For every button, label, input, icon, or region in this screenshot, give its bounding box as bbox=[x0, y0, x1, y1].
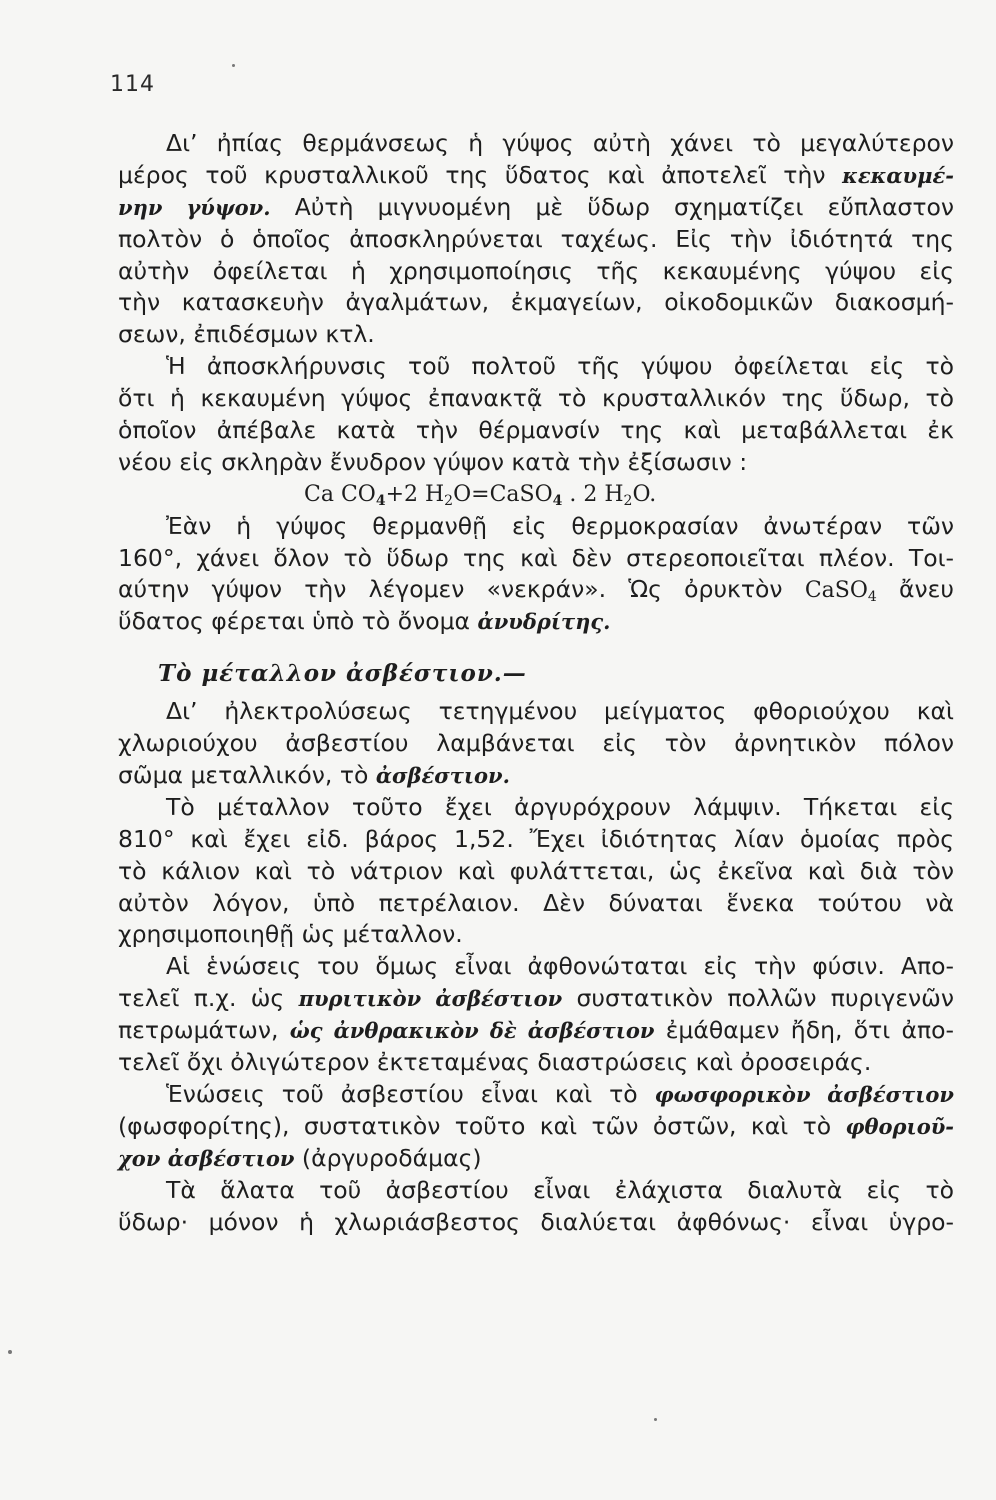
chemical-equation: Ca $CO_4+2$ $H_2O=CaSO_4$ . 2 $H_2O$. bbox=[304, 481, 657, 509]
text-line: νην γύψον. Αὐτὴ μιγνυομένη μὲ ὕδωρ σχηματίζει εὔπλαστον bbox=[118, 192, 954, 221]
emphasis-term: χον ἀσβέστιον bbox=[118, 1145, 295, 1171]
paragraph-compounds bbox=[118, 951, 954, 1079]
emphasis-term: κεκαυμέ- bbox=[842, 162, 954, 188]
page-text bbox=[118, 128, 954, 1238]
section-heading: Τὸ μέταλλον ἀσβέστιον.— bbox=[158, 660, 527, 688]
text-line: Ἑνώσεις τοῦ ἀσβεστίου εἶναι καὶ τὸ φωσφορικὸν ἀσβέστιον bbox=[166, 1079, 954, 1108]
text-line: ὁποῖον ἀπέβαλε κατὰ τὴν θέρμανσίν της καὶ μεταβάλλεται ἐκ bbox=[118, 416, 954, 445]
text-line: Ἐὰν ἡ γύψος θερμανθῇ εἰς θερμοκρασίαν ἀνωτέραν τῶν bbox=[166, 511, 954, 540]
paragraph-dead-plaster bbox=[118, 511, 954, 639]
text-line: ὕδατος φέρεται ὑπὸ τὸ ὄνομα ἀνυδρίτης. bbox=[118, 607, 611, 636]
text-line: μέρος τοῦ κρυσταλλικοῦ της ὕδατος καὶ ἀποτελεῖ τὴν κεκαυμέ- bbox=[118, 160, 954, 189]
text-line: πολτὸν ὁ ὁποῖος ἀποσκληρύνεται ταχέως. Εἰς τὴν ἰδιότητά της bbox=[118, 224, 954, 253]
text-line: σῶμα μεταλλικόν, τὸ ἀσβέστιον. bbox=[118, 761, 510, 790]
scan-speck bbox=[654, 1418, 657, 1421]
emphasis-term: πυριτικὸν ἀσβέστιον bbox=[298, 986, 563, 1012]
emphasis-term: νην γύψον. bbox=[118, 194, 271, 220]
paragraph-plaster-heating bbox=[118, 128, 954, 351]
text-line: 810° καὶ ἔχει εἰδ. βάρος 1,52. Ἔχει ἰδιότητας λίαν ὁμοίας πρὸς bbox=[118, 824, 954, 853]
text-line: αύτην γύψον τὴν λέγομεν «νεκράν». Ὡς ὀρυκτὸν CaSO4 ἄνευ bbox=[118, 575, 954, 606]
text-line: Τὸ μέταλλον τοῦτο ἔχει ἀργυρόχρουν λάμψιν. Τήκεται εἰς bbox=[166, 792, 954, 821]
emphasis-term: ἀνυδρίτης. bbox=[477, 609, 611, 635]
emphasis-term: ὡς ἀνθρακικὸν δὲ ἀσβέστιον bbox=[289, 1018, 655, 1044]
text-line: τελεῖ π.χ. ὡς πυριτικὸν ἀσβέστιον συστατικὸν πολλῶν πυριγενῶν bbox=[118, 984, 954, 1013]
paragraph-phosphate bbox=[118, 1079, 954, 1175]
scan-speck bbox=[232, 64, 235, 67]
paragraph-electrolysis bbox=[118, 696, 954, 792]
text-line: αὐτὸν λόγον, ὑπὸ πετρέλαιον. Δὲν δύναται ἕνεκα τούτου νὰ bbox=[118, 888, 954, 917]
page-number: 114 bbox=[110, 72, 155, 97]
text-line: Τὰ ἅλατα τοῦ ἀσβεστίου εἶναι ἐλάχιστα διαλυτὰ εἰς τὸ bbox=[166, 1175, 954, 1204]
text-line: χρησιμοποιηθῇ ὡς μέταλλον. bbox=[118, 920, 463, 949]
text-line: Αἱ ἑνώσεις του ὅμως εἶναι ἀφθονώταται εἰς τὴν φύσιν. Απο- bbox=[166, 952, 954, 981]
text-line: Δι’ ἠπίας θερμάνσεως ἡ γύψος αὐτὴ χάνει τὸ μεγαλύτερον bbox=[166, 129, 954, 157]
text-line: ὅτι ἡ κεκαυμένη γύψος ἐπανακτᾷ τὸ κρυσταλλικόν της ὕδωρ, τὸ bbox=[118, 384, 954, 413]
text-line: 160°, χάνει ὅλον τὸ ὕδωρ της καὶ δὲν στερεοποιεῖται πλέον. Τοι- bbox=[118, 543, 954, 572]
text-line: τὴν κατασκευὴν ἀγαλμάτων, ἐκμαγείων, οἰκοδομικῶν διακοσμή- bbox=[118, 288, 954, 317]
scan-speck bbox=[8, 1350, 12, 1354]
text-line: νέου εἰς σκληρὰν ἔνυδρον γύψον κατὰ τὴν ἐξίσωσιν : bbox=[118, 447, 748, 476]
emphasis-term: φωσφορικὸν ἀσβέστιον bbox=[654, 1081, 954, 1107]
text-line: Δι’ ἠλεκτρολύσεως τετηγμένου μείγματος φθοριούχου καὶ bbox=[166, 697, 954, 726]
text-line: Ἡ ἀποσκλήρυνσις τοῦ πολτοῦ τῆς γύψου ὀφείλεται εἰς τὸ bbox=[166, 352, 954, 381]
inline-formula: CaSO4 bbox=[804, 578, 877, 606]
text-line: τελεῖ ὄχι ὀλιγώτερον ἐκτεταμένας διαστρώσεις καὶ ὀροσειράς. bbox=[118, 1048, 872, 1077]
text-line: (φωσφορίτης), συστατικὸν τοῦτο καὶ τῶν ὀστῶν, καὶ τὸ φθοριοῦ- bbox=[118, 1111, 954, 1140]
paragraph-salts bbox=[118, 1175, 954, 1239]
emphasis-term: ἀσβέστιον. bbox=[375, 763, 510, 789]
text-line: τὸ κάλιον καὶ τὸ νάτριον καὶ φυλάττεται, ὡς ἐκεῖνα καὶ διὰ τὸν bbox=[118, 856, 954, 885]
text-line: πετρωμάτων, ὡς ἀνθρακικὸν δὲ ἀσβέστιον ἐμάθαμεν ἤδη, ὅτι ἀπο- bbox=[118, 1016, 954, 1045]
text-line: σεων, ἐπιδέσμων κτλ. bbox=[118, 320, 375, 349]
paragraph-hardening bbox=[118, 351, 954, 479]
emphasis-term: φθοριοῦ- bbox=[845, 1113, 954, 1139]
text-line: χλωριούχου ἀσβεστίου λαμβάνεται εἰς τὸν ἀρνητικὸν πόλον bbox=[118, 729, 954, 758]
text-line: ὕδωρ· μόνον ἡ χλωριάσβεστος διαλύεται ἀφθόνως· εἶναι ὑγρο- bbox=[118, 1207, 954, 1236]
paragraph-metal-properties bbox=[118, 792, 954, 951]
text-line: αὐτὴν ὀφείλεται ἡ χρησιμοποίησις τῆς κεκαυμένης γύψου εἰς bbox=[118, 256, 954, 285]
text-line: χον ἀσβέστιον (ἀργυροδάμας) bbox=[118, 1143, 482, 1172]
